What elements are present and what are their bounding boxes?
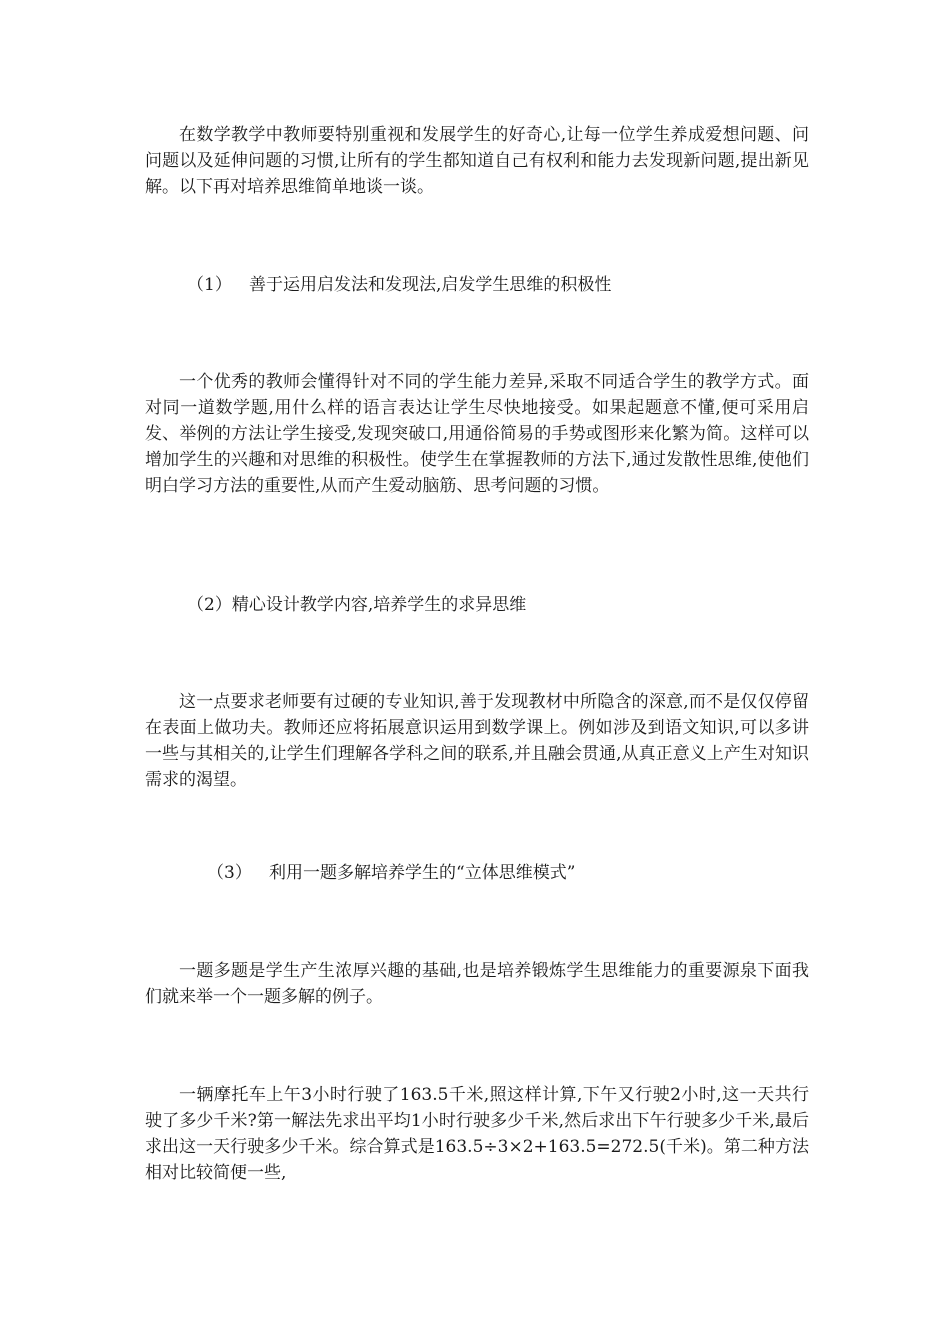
section-1-number: （1） xyxy=(187,275,232,295)
section-3-paragraph: 一题多题是学生产生浓厚兴趣的基础,也是培养锻炼学生思维能力的重要源泉下面我们就来举一个一题多解的例子。 xyxy=(145,961,809,1007)
section-2-heading: （2）精心设计教学内容,培养学生的求异思维 xyxy=(187,595,527,615)
intro-paragraph: 在数学教学中教师要特别重视和发展学生的好奇心,让每一位学生养成爱想问题、问问题以及延伸问题的习惯,让所有的学生都知道自己有权利和能力去发现新问题,提出新见解。以下再对培养思维简单地谈一谈。 xyxy=(145,125,809,197)
example-paragraph: 一辆摩托车上午3小时行驶了163.5千米,照这样计算,下午又行驶2小时,这一天共行驶了多少千米?第一解法先求出平均1小时行驶多少千米,然后求出下午行驶多少千米,最后求出这一天行驶多少千米。综合算式是163.5÷3×2+163.5=272.5(千米)。第二种方法相对比较简便一些, xyxy=(145,1085,809,1183)
section-3-number: （3） xyxy=(207,863,252,883)
section-3-heading xyxy=(207,860,575,886)
section-1-paragraph: 一个优秀的教师会懂得针对不同的学生能力差异,采取不同适合学生的教学方式。面对同一道数学题,用什么样的语言表达让学生尽快地接受。如果起题意不懂,便可采用启发、举例的方法让学生接受,发现突破口,用通俗简易的手势或图形来化繁为简。这样可以增加学生的兴趣和对思维的积极性。使学生在掌握教师的方法下,通过发散性思维,使他们明白学习方法的重要性,从而产生爱动脑筋、思考问题的习惯。 xyxy=(145,372,809,496)
section-3-title: 利用一题多解培养学生的“立体思维模式” xyxy=(269,863,576,883)
section-1-heading xyxy=(187,272,611,298)
section-1-title: 善于运用启发法和发现法,启发学生思维的积极性 xyxy=(249,275,612,295)
section-2-paragraph: 这一点要求老师要有过硬的专业知识,善于发现教材中所隐含的深意,而不是仅仅停留在表面上做功夫。教师还应将拓展意识运用到数学课上。例如涉及到语文知识,可以多讲一些与其相关的,让学生们理解各学科之间的联系,并且融会贯通,从真正意义上产生对知识需求的渴望。 xyxy=(145,692,809,790)
